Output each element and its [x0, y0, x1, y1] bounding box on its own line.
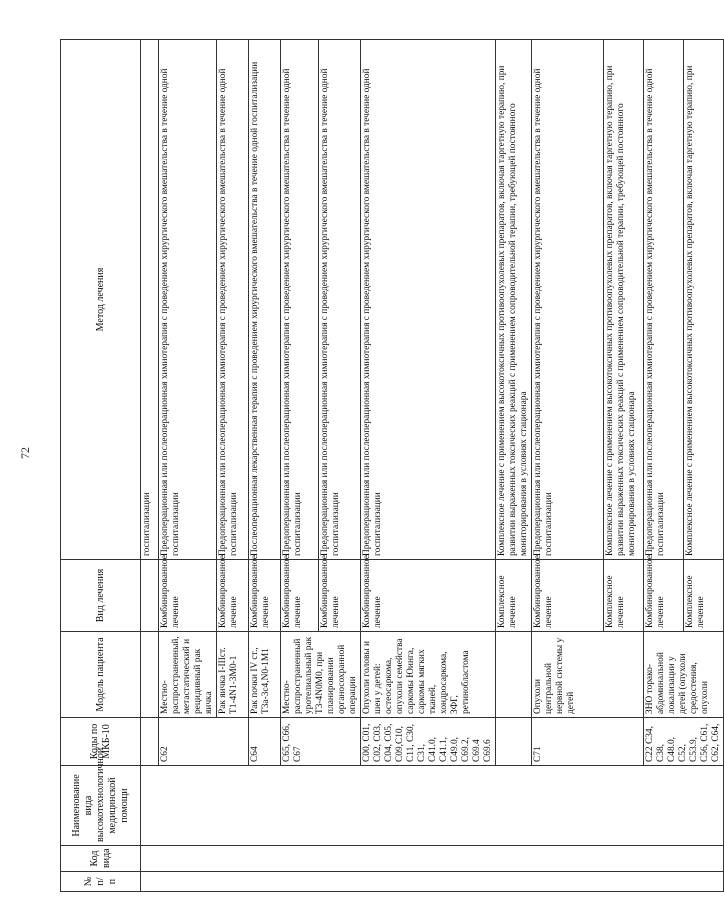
num-cell — [141, 872, 724, 892]
vmp-table — [60, 39, 724, 892]
icd-text: C00, C01, C02, C03, C04, C05, C09,C10, C11, C30, C31, C41.0, C41.1, C49.0, C69.2, C69.4 C69.6 — [362, 723, 493, 762]
icd-cell: C22 C34, C38, C48.0, C52, C53.9, C56, C61, C62, C64, — [644, 718, 724, 766]
method-cell: Комплексное лечение с применением высокотоксичных противоопухолевых препаратов, включая таргетную терапию, при — [684, 40, 724, 560]
header-model: Модель пациента — [61, 632, 141, 718]
table-row — [141, 40, 159, 892]
method-cell: госпитализации — [141, 40, 159, 560]
model-cell: Местно-распространенный, метастатический и рецидивный рак яичка — [159, 632, 217, 718]
method-cell: Предоперационная или послеоперационная химиотерапия с проведением хирургического вмешательства в течение одной госпитализации — [281, 40, 319, 560]
treatment-type-cell: Комбинированное лечение — [281, 560, 319, 632]
icd-cell — [141, 718, 159, 766]
method-cell: Предоперационная или послеоперационная химиотерапия с проведением хирургического вмешательства в течение одной госпитализации — [644, 40, 684, 560]
icd-cell: C64 — [249, 718, 281, 766]
header-code-type: Код вида — [61, 846, 141, 872]
model-cell: Местно-распространенный уротелиальный рак T3-4N0M0, при планировании органосохранной операции — [281, 632, 361, 718]
model-cell — [141, 632, 159, 718]
table-row — [159, 40, 217, 892]
code-type-cell — [141, 846, 724, 872]
treatment-type-cell — [141, 560, 159, 632]
method-cell: Предоперационная или послеоперационная химиотерапия с проведением хирургического вмешательства в течение одной госпитализации — [532, 40, 604, 560]
treatment-type-cell: Комбинированное лечение — [644, 560, 684, 632]
treatment-type-cell: Комбинированное лечение — [361, 560, 496, 632]
table-row — [281, 40, 319, 892]
treatment-type-cell: Комбинированное лечение — [159, 560, 217, 632]
method-cell: Предоперационная или послеоперационная химиотерапия с проведением хирургического вмешательства в течение одной госпитализации — [318, 40, 360, 560]
method-cell: Предоперационная или послеоперационная химиотерапия с проведением хирургического вмешательства в течение одной госпитализации — [217, 40, 249, 560]
model-cell: Опухоли центральной нервной системы у детей — [532, 632, 644, 718]
icd-cell — [361, 718, 496, 766]
method-cell: Комплексное лечение с применением высокотоксичных противоопухолевых препаратов, включая таргетную терапию, при развитии выраженных токсических реакций с применением сопроводительной терапии, требующей постоянного мониторирования в условиях стационара — [496, 40, 532, 560]
table-row — [644, 40, 684, 892]
treatment-type-cell: Комплексное лечение — [604, 560, 644, 632]
treatment-type-cell: Комбинированное лечение — [249, 560, 281, 632]
model-cell: ЗНО торако-абдоминальной локализации у детей (опухоли средостения, опухоли — [644, 632, 724, 718]
method-cell: Послеоперационная лекарственная терапия с проведением хирургического вмешательства в течение одной госпитализации — [249, 40, 281, 560]
model-cell — [361, 632, 496, 718]
model-cell — [496, 632, 532, 718]
header-name-type: Наименование вида высокотехнологичной медицинской помощи — [61, 766, 141, 846]
icd-cell — [496, 718, 532, 766]
header-method: Метод лечения — [61, 40, 141, 560]
table-row — [361, 40, 496, 892]
model-cell: Рак яичка I-IIIст. T1-4N1-3M0-1 — [217, 632, 249, 718]
method-cell: Предоперационная или послеоперационная химиотерапия с проведением хирургического вмешательства в течение одной госпитализации — [159, 40, 217, 560]
model-cell: Рак почки IV ст., T3a-3c4,N0-1M1 — [249, 632, 281, 718]
treatment-type-cell: Комбинированное лечение — [318, 560, 360, 632]
method-cell: Комплексное лечение с применением высокотоксичных противоопухолевых препаратов, включая таргетную терапию, при развитии выраженных токсических реакций с применением сопроводительной терапии, требующей постоянного мониторирования в условиях стационара — [604, 40, 644, 560]
icd-cell: C65, C66, C67 — [281, 718, 361, 766]
name-type-cell — [141, 766, 724, 846]
icd-cell: C71 — [532, 718, 644, 766]
header-num: № п/п — [61, 872, 141, 892]
method-cell: Предоперационная или послеоперационная химиотерапия с проведением хирургического вмешательства в течение одной госпитализации — [361, 40, 496, 560]
table-header-row — [61, 40, 141, 892]
header-icd: Коды по МКБ-10 — [61, 718, 141, 766]
table-row — [496, 40, 532, 892]
rotated-table-frame — [60, 40, 721, 892]
treatment-type-cell: Комплексное лечение — [496, 560, 532, 632]
table-row — [249, 40, 281, 892]
treatment-type-cell: Комбинированное лечение — [532, 560, 604, 632]
model-text: Опухоли головы и шеи у детей: остеосаркома, опухоли семейства саркомы Юинга, саркомы мягких тканей, хондросаркома, ЗФГ, ретинобластома — [362, 638, 471, 714]
page-number: 72 — [18, 447, 32, 459]
header-treatment-type: Вид лечения — [61, 560, 141, 632]
treatment-type-cell: Комбинированное лечение — [217, 560, 249, 632]
treatment-type-cell: Комплексное лечение — [684, 560, 724, 632]
icd-cell: C62 — [159, 718, 249, 766]
table-row — [532, 40, 604, 892]
